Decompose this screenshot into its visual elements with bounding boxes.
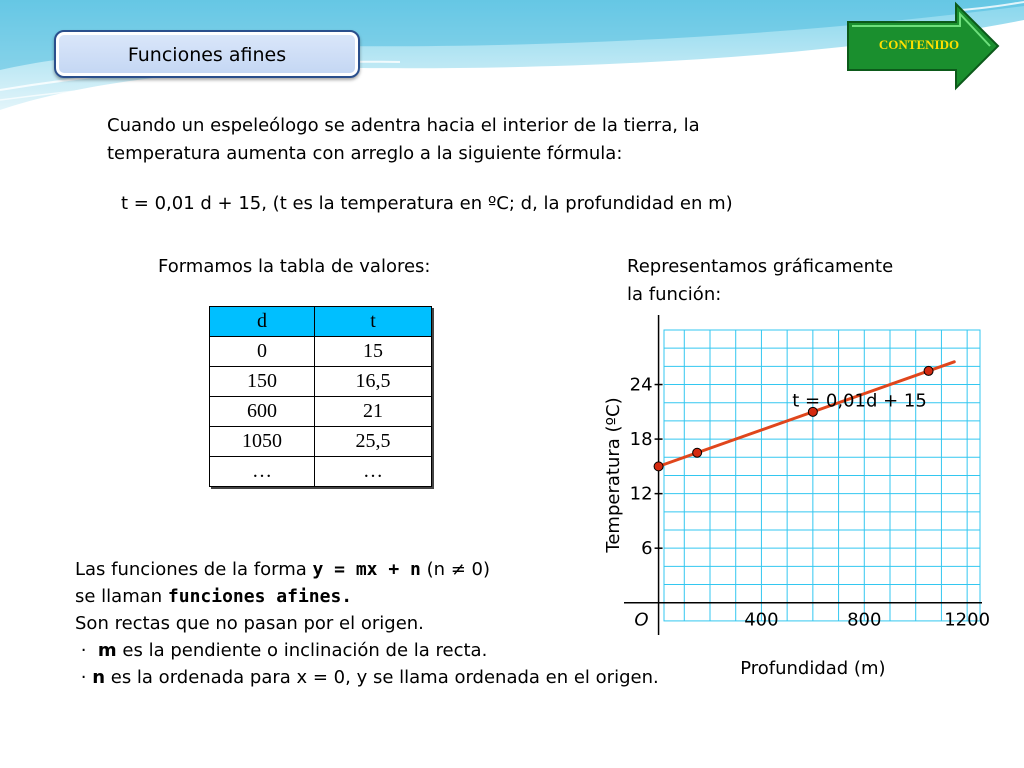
cell-t: 15 [315,337,432,367]
data-point [693,448,702,457]
m-term: m [97,640,117,661]
definition-line-2 [75,583,659,610]
x-axis-label: Profundidad (m) [740,658,886,679]
bullet-icon: · [80,640,87,661]
page-title: Funciones afines [127,44,287,66]
function-line [659,362,955,467]
intro-text [107,112,700,168]
origin-label: O [634,609,649,631]
cell-d: 600 [210,397,315,427]
definition-text [75,556,659,691]
definition-line-3: Son rectas que no pasan por el origen. [75,613,424,634]
cell-t: 25,5 [315,427,432,457]
affine-term: funciones afines. [167,586,353,607]
definition-line-2-prefix: se llaman [75,586,168,607]
n-description: es la ordenada para x = 0, y se llama ordenada en el origen. [105,667,659,688]
y-tick-label: 24 [629,374,653,396]
x-tick-label: 1200 [944,609,991,631]
table-row [210,427,432,457]
title-box [54,30,360,78]
y-tick-label: 6 [641,538,653,560]
cell-t: … [315,457,432,487]
table-header-row [210,307,432,337]
table-row [210,367,432,397]
formula: t = 0,01 d + 15, (t es la temperatura en ºC; d, la profundidad en m) [121,193,733,214]
cell-d: 1050 [210,427,315,457]
contenido-button[interactable] [844,0,1004,92]
x-tick-label: 400 [744,609,779,631]
cell-d: 150 [210,367,315,397]
function-chart [600,310,1000,690]
definition-line-1 [75,556,659,583]
table-row [210,457,432,487]
cell-d: 0 [210,337,315,367]
y-axis-label: Temperatura (ºC) [603,397,624,553]
graph-heading-line-1: Representamos gráficamente [627,256,894,277]
bullet-m [75,637,659,664]
affine-formula: y = mx + n [312,559,421,580]
bullet-icon: · [80,667,87,688]
y-tick-label: 18 [629,429,653,451]
cell-t: 16,5 [315,367,432,397]
intro-line-1: Cuando un espeleólogo se adentra hacia el interior de la tierra, la [107,115,700,136]
table-row [210,337,432,367]
n-term: n [92,667,106,688]
cell-d: … [210,457,315,487]
x-tick-label: 800 [847,609,882,631]
cell-t: 21 [315,397,432,427]
definition-line-1-prefix: Las funciones de la forma [75,559,313,580]
values-table [209,306,432,487]
data-point [654,462,663,471]
data-point [924,366,933,375]
y-tick-label: 12 [629,483,653,505]
m-description: es la pendiente o inclinación de la recta. [116,640,488,661]
intro-line-2: temperatura aumenta con arreglo a la siguiente fórmula: [107,143,623,164]
definition-line-1-suffix: (n ≠ 0) [420,559,491,580]
contenido-label: CONTENIDO [878,37,960,52]
line-label: t = 0,01d + 15 [792,390,927,412]
column-header-t: t [315,307,432,337]
graph-heading-line-2: la función: [627,284,722,305]
graph-heading [627,253,893,309]
bullet-n [75,664,659,691]
column-header-d: d [210,307,315,337]
table-heading: Formamos la tabla de valores: [158,256,431,277]
table-row [210,397,432,427]
